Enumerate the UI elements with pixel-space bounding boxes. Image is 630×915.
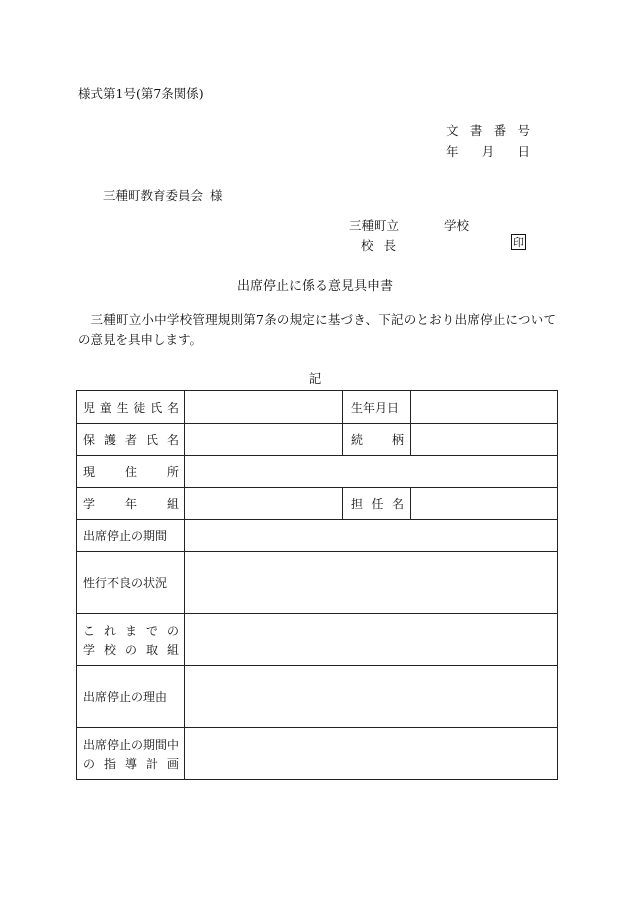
table-row bbox=[77, 666, 558, 728]
form-number: 様式第1号(第7条関係) bbox=[78, 86, 204, 101]
suspension-reason-text: 出席停止の理由 bbox=[83, 690, 168, 704]
student-name-field[interactable] bbox=[185, 391, 343, 424]
char: で bbox=[145, 623, 158, 638]
char: 担 bbox=[351, 497, 364, 511]
intro-paragraph: 三種町立小中学校管理規則第7条の規定に基づき、下記のとおり出席停止についての意見を具申します。 bbox=[78, 312, 556, 347]
homeroom-teacher-field[interactable] bbox=[411, 488, 558, 520]
char: 続 bbox=[351, 433, 364, 447]
char: 学 bbox=[83, 497, 96, 511]
year-char: 年 bbox=[446, 144, 459, 159]
char: 任 bbox=[371, 497, 384, 511]
char: 画 bbox=[166, 756, 179, 771]
addressee-name: 三種町教育委員会 bbox=[103, 188, 204, 203]
char: の bbox=[124, 642, 137, 657]
char: 組 bbox=[166, 497, 179, 511]
guidance-plan-field[interactable] bbox=[185, 728, 558, 780]
ki-heading: 記 bbox=[308, 371, 322, 386]
char: 指 bbox=[103, 756, 116, 771]
char: 住 bbox=[124, 465, 137, 479]
guardian-name-field[interactable] bbox=[185, 424, 343, 456]
char: の bbox=[83, 756, 96, 771]
char: 氏 bbox=[150, 400, 163, 415]
relationship-field[interactable] bbox=[411, 424, 558, 456]
char: ま bbox=[124, 623, 137, 638]
seal-stamp-icon: 印 bbox=[513, 236, 524, 249]
char: 取 bbox=[145, 642, 158, 657]
char: 校 bbox=[103, 642, 116, 657]
suspension-period-label bbox=[77, 520, 185, 552]
school-name-prefix: 三種町立 bbox=[349, 218, 400, 233]
document-title: 出席停止に係る意見具申書 bbox=[236, 279, 393, 294]
char: 長 bbox=[383, 238, 396, 253]
char: 保 bbox=[83, 433, 96, 447]
char: 者 bbox=[124, 433, 137, 447]
char: 学 bbox=[83, 642, 96, 657]
day-char: 日 bbox=[517, 144, 530, 159]
char: 所 bbox=[166, 465, 179, 479]
misconduct-status-label bbox=[77, 552, 185, 614]
table-row bbox=[77, 552, 558, 614]
misconduct-status-text: 性行不良の状況 bbox=[83, 576, 168, 590]
table-row bbox=[77, 520, 558, 552]
misconduct-status-field[interactable] bbox=[185, 552, 558, 614]
address-label bbox=[77, 456, 185, 488]
document-number-label bbox=[446, 121, 530, 139]
birth-date-text: 生年月日 bbox=[351, 400, 400, 415]
guardian-name-label bbox=[77, 424, 185, 456]
char: 護 bbox=[103, 433, 116, 447]
table-row bbox=[77, 456, 558, 488]
char: 生 bbox=[116, 400, 129, 415]
char: 校 bbox=[361, 238, 374, 253]
guidance-plan-line1: 出席停止の期間中 bbox=[83, 737, 180, 752]
school-name-suffix: 学校 bbox=[444, 218, 470, 233]
student-name-label bbox=[77, 391, 185, 424]
char: 番 bbox=[493, 123, 507, 138]
char: 童 bbox=[99, 400, 112, 415]
addressee-honorific: 様 bbox=[210, 188, 223, 203]
char: 現 bbox=[83, 465, 96, 479]
char: の bbox=[166, 623, 179, 638]
suspension-reason-field[interactable] bbox=[185, 666, 558, 728]
char: 号 bbox=[517, 123, 530, 138]
char: 年 bbox=[124, 497, 137, 511]
char: 名 bbox=[166, 433, 179, 447]
char: 書 bbox=[469, 123, 483, 138]
char: 導 bbox=[124, 756, 137, 771]
char: 名 bbox=[391, 497, 404, 511]
birth-date-field[interactable] bbox=[411, 391, 558, 424]
char: 名 bbox=[166, 400, 179, 415]
date-line bbox=[446, 142, 530, 160]
address-field[interactable] bbox=[185, 456, 558, 488]
table-row bbox=[77, 391, 558, 424]
table-row bbox=[77, 614, 558, 666]
homeroom-teacher-label bbox=[343, 488, 411, 520]
table-row bbox=[77, 728, 558, 780]
relationship-label bbox=[343, 424, 411, 456]
guidance-plan-label bbox=[77, 728, 185, 780]
table-row bbox=[77, 488, 558, 520]
suspension-period-text: 出席停止の期間 bbox=[83, 529, 168, 543]
birth-date-label bbox=[343, 391, 411, 424]
char: 氏 bbox=[145, 433, 158, 447]
suspension-period-field[interactable] bbox=[185, 520, 558, 552]
suspension-reason-label bbox=[77, 666, 185, 728]
char: 計 bbox=[145, 756, 158, 771]
char: 徒 bbox=[133, 400, 146, 415]
char: 児 bbox=[83, 400, 96, 415]
char: 柄 bbox=[391, 433, 404, 447]
char: れ bbox=[103, 623, 116, 638]
school-efforts-label bbox=[77, 614, 185, 666]
form-table bbox=[76, 390, 558, 780]
char: 文 bbox=[446, 123, 459, 138]
month-char: 月 bbox=[481, 144, 495, 159]
table-row bbox=[77, 424, 558, 456]
grade-class-field[interactable] bbox=[185, 488, 343, 520]
char: こ bbox=[83, 623, 96, 638]
grade-class-label bbox=[77, 488, 185, 520]
principal-label bbox=[361, 236, 396, 254]
char: 組 bbox=[166, 642, 179, 657]
school-efforts-field[interactable] bbox=[185, 614, 558, 666]
